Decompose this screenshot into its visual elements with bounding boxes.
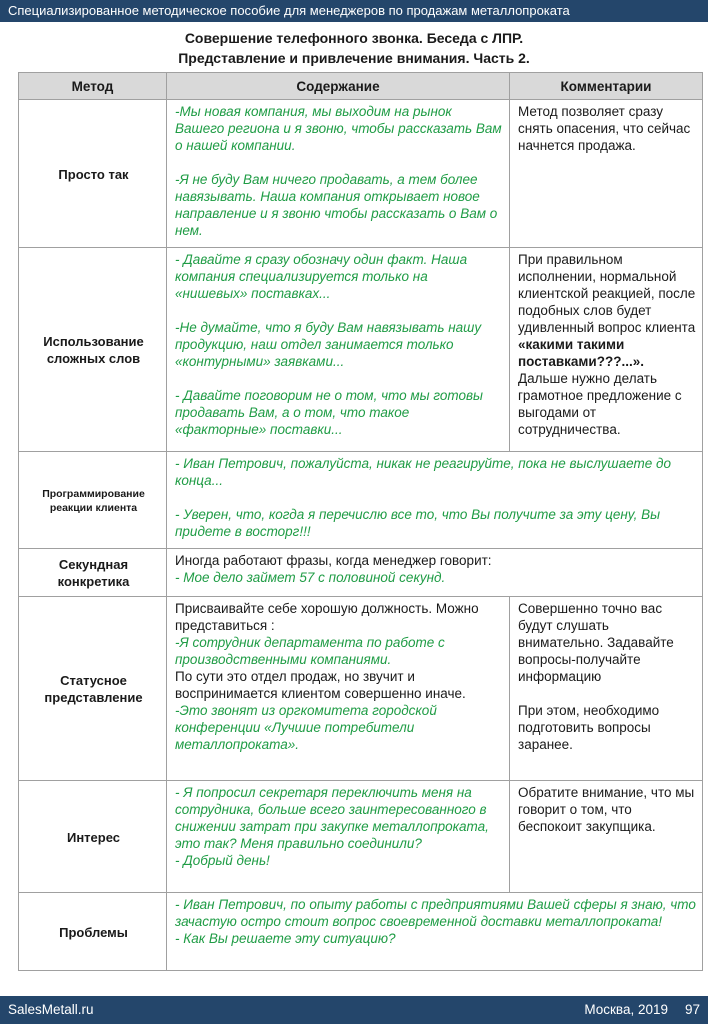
title-line-2: Представление и привлечение внимания. Часть 2. <box>178 50 530 66</box>
method-cell: Программирование реакции клиента <box>19 452 167 549</box>
method-cell: Проблемы <box>19 893 167 971</box>
comment-cell <box>510 248 703 452</box>
methods-table <box>18 72 703 971</box>
method-cell: Использование сложных слов <box>19 248 167 452</box>
script-line: - Мое дело займет 57 с половиной секунд. <box>175 570 446 585</box>
table-header-row <box>19 73 703 100</box>
table-row <box>19 549 703 597</box>
comment-cell: Обратите внимание, что мы говорит о том, что беспокоит закупщика. <box>510 781 703 893</box>
content-cell <box>167 597 510 781</box>
content-cell <box>167 248 510 452</box>
script-line: -Мы новая компания, мы выходим на рынок Вашего региона и я звоню, чтобы рассказать Вам о нашей компании. <box>175 104 502 153</box>
script-line: - Добрый день! <box>175 853 270 868</box>
footer-site: SalesMetall.ru <box>8 1002 94 1017</box>
script-line: -Это звонят из оргкомитета городской конференции «Лучшие потребители металлопроката». <box>175 703 437 752</box>
plain-line: Иногда работают фразы, когда менеджер говорит: <box>175 553 492 568</box>
footer-city: Москва, 2019 <box>584 1002 668 1017</box>
comment-text: При этом, необходимо подготовить вопросы заранее. <box>518 703 660 752</box>
comment-text: При правильном исполнении, нормальной клиентской реакцией, после подобных слов будет удивленный вопрос клиента <box>518 252 696 335</box>
comment-bold-text: «какими такими поставками???...». <box>518 337 644 369</box>
method-cell: Секундная конкретика <box>19 549 167 597</box>
content-cell <box>167 781 510 893</box>
script-line: -Я не буду Вам ничего продавать, а тем более навязывать. Наша компания открывает новое направление и я звоню чтобы рассказать о Вам о нем. <box>175 172 498 238</box>
page-title <box>0 28 708 68</box>
column-header-method: Метод <box>19 73 167 100</box>
script-line: - Иван Петрович, по опыту работы с предприятиями Вашей сферы я знаю, что зачастую остро стоит вопрос своевременной доставки металлопроката! <box>175 897 696 929</box>
footer-bar <box>0 996 708 1024</box>
table-row <box>19 452 703 549</box>
method-cell: Статусное представление <box>19 597 167 781</box>
comment-text: Дальше нужно делать грамотное предложение с выгодами от сотрудничества. <box>518 371 682 437</box>
content-cell <box>167 100 510 248</box>
script-line: - Как Вы решаете эту ситуацию? <box>175 931 396 946</box>
table-row <box>19 100 703 248</box>
column-header-content: Содержание <box>167 73 510 100</box>
script-line: - Давайте поговорим не о том, что мы готовы продавать Вам, а о том, что такое «факторные» поставки... <box>175 388 483 437</box>
script-line: - Я попросил секретаря переключить меня на сотрудника, больше всего заинтересованного в снижении затрат при закупке металлопроката, это так? Меня правильно соединили? <box>175 785 489 851</box>
table-row <box>19 248 703 452</box>
comment-text: Совершенно точно вас будут слушать внимательно. Задавайте вопросы-получайте информацию <box>518 601 674 684</box>
plain-line: Присваивайте себе хорошую должность. Можно представиться : <box>175 601 479 633</box>
header-bar <box>0 0 708 22</box>
method-cell: Просто так <box>19 100 167 248</box>
content-cell <box>167 549 703 597</box>
title-line-1: Совершение телефонного звонка. Беседа с ЛПР. <box>184 30 524 46</box>
method-cell: Интерес <box>19 781 167 893</box>
script-line: -Я сотрудник департамента по работе с производственными компаниями. <box>175 635 445 667</box>
column-header-comments: Комментарии <box>510 73 703 100</box>
content-cell <box>167 452 703 549</box>
plain-line: По сути это отдел продаж, но звучит и воспринимается клиентом совершенно иначе. <box>175 669 466 701</box>
header-text: Специализированное методическое пособие для менеджеров по продажам металлопроката <box>8 3 570 18</box>
script-line: - Уверен, что, когда я перечислю все то, что Вы получите за эту цену, Вы придете в восторг!!! <box>175 507 661 539</box>
script-line: - Давайте я сразу обозначу один факт. Наша компания специализируется только на «нишевых» поставках... <box>175 252 468 301</box>
table-row <box>19 597 703 781</box>
content-cell <box>167 893 703 971</box>
page-number: 97 <box>684 1002 700 1017</box>
comment-cell <box>510 597 703 781</box>
table-row <box>19 893 703 971</box>
script-line: - Иван Петрович, пожалуйста, никак не реагируйте, пока не выслушаете до конца... <box>175 456 671 488</box>
script-line: -Не думайте, что я буду Вам навязывать нашу продукцию, наш отдел занимается только «контурными» заявками... <box>175 320 482 369</box>
comment-cell: Метод позволяет сразу снять опасения, что сейчас начнется продажа. <box>510 100 703 248</box>
table-row <box>19 781 703 893</box>
